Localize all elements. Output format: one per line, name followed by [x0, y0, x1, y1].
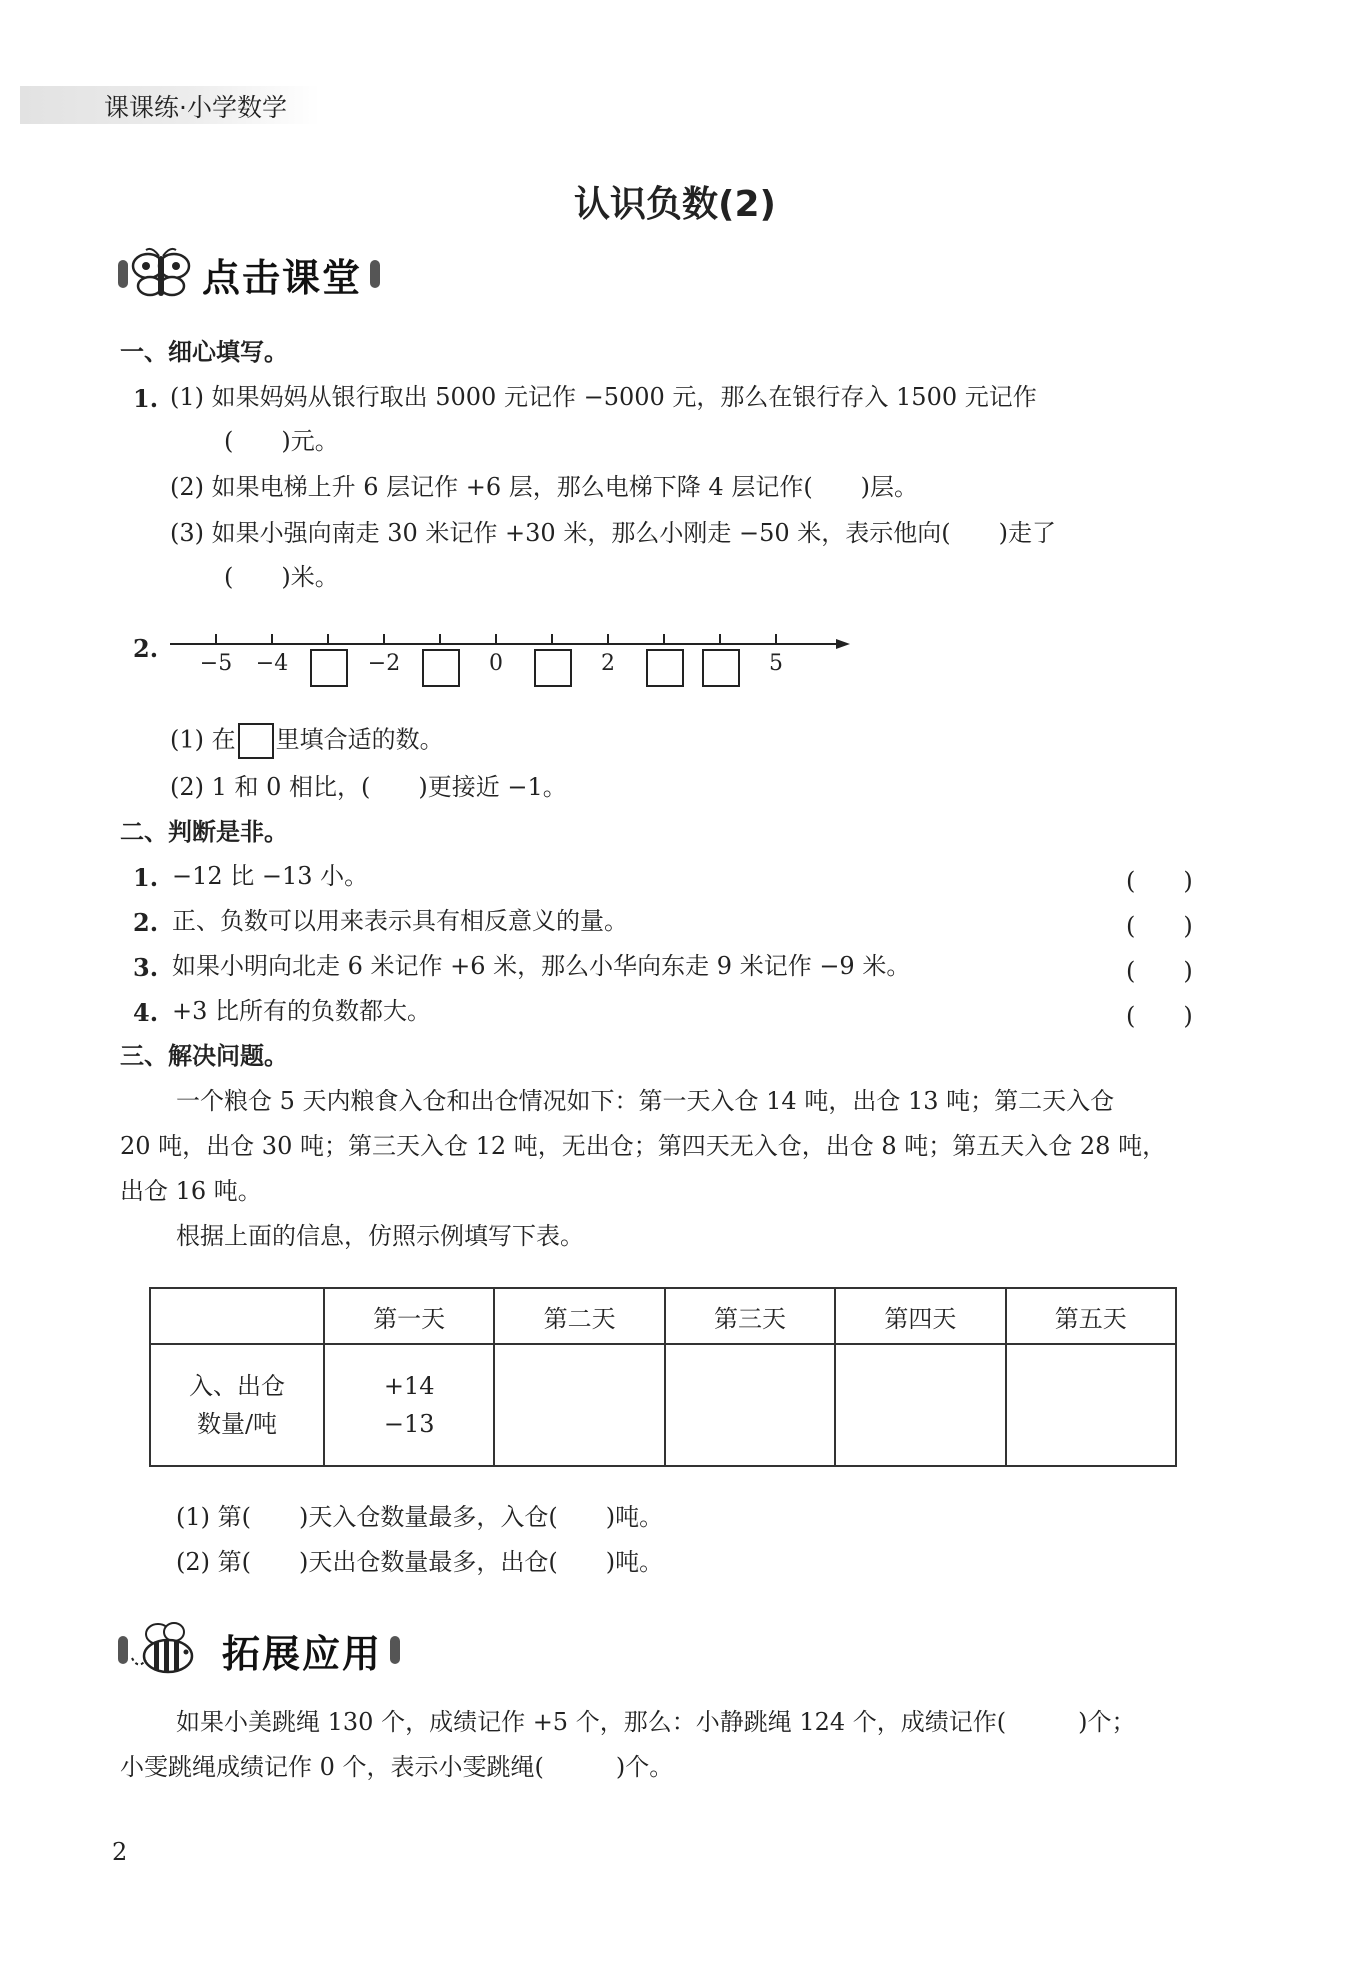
- part2-heading: 二、判断是非。: [120, 818, 288, 846]
- table-data-row: [150, 1344, 1176, 1466]
- tick-label: 2: [601, 651, 615, 676]
- table-header-cell: 第二天: [494, 1288, 664, 1344]
- q2-sub2: (2) 1 和 0 相比，( )更接近 −1。: [170, 773, 567, 801]
- q1-sub1-line2: ( )元。: [224, 427, 339, 455]
- problem-paragraph-line2: 20 吨，出仓 30 吨；第三天入仓 12 吨，无出仓；第四天无入仓，出仓 8 吨；第五天入仓 28 吨，: [120, 1132, 1167, 1160]
- example-out-value: −13: [383, 1410, 435, 1438]
- judge-item-text: 正、负数可以用来表示具有相反意义的量。: [172, 907, 628, 935]
- part3-q2: (2) 第( )天出仓数量最多，出仓( )吨。: [176, 1548, 664, 1576]
- table-header-cell: 第三天: [665, 1288, 835, 1344]
- question-number: 2.: [133, 634, 159, 663]
- banner-left-cap: [118, 260, 128, 288]
- problem-paragraph-line1: 一个粮仓 5 天内粮食入仓和出仓情况如下：第一天入仓 14 吨，出仓 13 吨；第二天入仓: [176, 1087, 1115, 1115]
- table-cell-empty: [494, 1344, 664, 1466]
- table-header-cell: 第五天: [1006, 1288, 1176, 1344]
- q1-sub1-line1: (1) 如果妈妈从银行取出 5000 元记作 −5000 元，那么在银行存入 1500 元记作: [170, 383, 1037, 411]
- bee-icon: [128, 1620, 214, 1680]
- section-banner-extension: [118, 1620, 400, 1680]
- tick-label: −5: [199, 651, 233, 676]
- q2-sub1-after: 里填合适的数。: [275, 725, 444, 754]
- answer-box: [647, 650, 683, 686]
- section-banner-title: 点击课堂: [202, 255, 363, 300]
- judge-answer-blank: ( ): [1126, 1002, 1193, 1030]
- table-cell-empty: [665, 1344, 835, 1466]
- q2-sub1: [170, 723, 444, 759]
- extension-line1: 如果小美跳绳 130 个，成绩记作 +5 个，那么：小静跳绳 124 个，成绩记作( )个；: [176, 1708, 1136, 1736]
- judge-answer-blank: ( ): [1126, 912, 1193, 940]
- q1-sub3-line1: (3) 如果小强向南走 30 米记作 +30 米，那么小刚走 −50 米，表示他向( )走了: [170, 519, 1056, 547]
- tick-label: −2: [367, 651, 401, 676]
- table-header-cell: 第四天: [835, 1288, 1005, 1344]
- answer-box: [535, 650, 571, 686]
- banner-right-cap: [390, 1636, 400, 1664]
- banner-right-cap: [370, 260, 380, 288]
- problem-paragraph-line3: 出仓 16 吨。: [120, 1177, 262, 1205]
- judge-item-text: +3 比所有的负数都大。: [172, 997, 432, 1025]
- table-header-row: [150, 1288, 1176, 1344]
- judge-item-text: 如果小明向北走 6 米记作 +6 米，那么小华向东走 9 米记作 −9 米。: [172, 952, 911, 980]
- answer-box: [423, 650, 459, 686]
- banner-left-cap: [118, 1636, 128, 1664]
- judge-number: 2.: [133, 908, 159, 937]
- table-cell-empty: [835, 1344, 1005, 1466]
- table-header-cell: 第一天: [324, 1288, 494, 1344]
- judge-number: 4.: [133, 998, 159, 1027]
- butterfly-icon: [128, 246, 194, 302]
- part3-heading: 三、解决问题。: [120, 1042, 288, 1070]
- row-label-line1: 入、出仓: [189, 1372, 285, 1400]
- part3-q1: (1) 第( )天入仓数量最多，入仓( )吨。: [176, 1503, 664, 1531]
- question-number: 1.: [133, 384, 159, 413]
- table-instruction: 根据上面的信息，仿照示例填写下表。: [176, 1222, 584, 1250]
- q2-sub1-before: (1) 在: [170, 725, 236, 754]
- tick-label: −4: [255, 651, 289, 676]
- example-in-value: +14: [383, 1372, 435, 1400]
- table-row-label: [150, 1344, 324, 1466]
- tick-label: 5: [769, 651, 783, 676]
- extension-line2: 小雯跳绳成绩记作 0 个，表示小雯跳绳( )个。: [120, 1753, 674, 1781]
- blank-box: [238, 723, 274, 759]
- answer-box: [311, 650, 347, 686]
- judge-answer-blank: ( ): [1126, 867, 1193, 895]
- grain-table: [149, 1287, 1177, 1467]
- tick-label: 0: [489, 651, 503, 676]
- series-title: 课课练·小学数学: [104, 93, 287, 122]
- q1-sub3-line2: ( )米。: [224, 563, 339, 591]
- judge-number: 1.: [133, 863, 159, 892]
- section-banner-classroom: [118, 246, 380, 302]
- answer-box: [703, 650, 739, 686]
- judge-item-text: −12 比 −13 小。: [172, 862, 369, 890]
- number-line: [160, 620, 860, 700]
- part1-heading: 一、细心填写。: [120, 338, 288, 366]
- q1-sub2: (2) 如果电梯上升 6 层记作 +6 层，那么电梯下降 4 层记作( )层。: [170, 473, 919, 501]
- table-cell-empty: [1006, 1344, 1176, 1466]
- judge-number: 3.: [133, 953, 159, 982]
- number-line-arrow: [836, 639, 850, 649]
- section-banner-title: 拓展应用: [222, 1631, 383, 1676]
- row-label-line2: 数量/吨: [196, 1410, 278, 1438]
- table-corner-cell: [150, 1288, 324, 1344]
- page-number: 2: [112, 1838, 128, 1866]
- judge-answer-blank: ( ): [1126, 957, 1193, 985]
- lesson-title: 认识负数(2): [574, 184, 776, 225]
- table-cell-example: [324, 1344, 494, 1466]
